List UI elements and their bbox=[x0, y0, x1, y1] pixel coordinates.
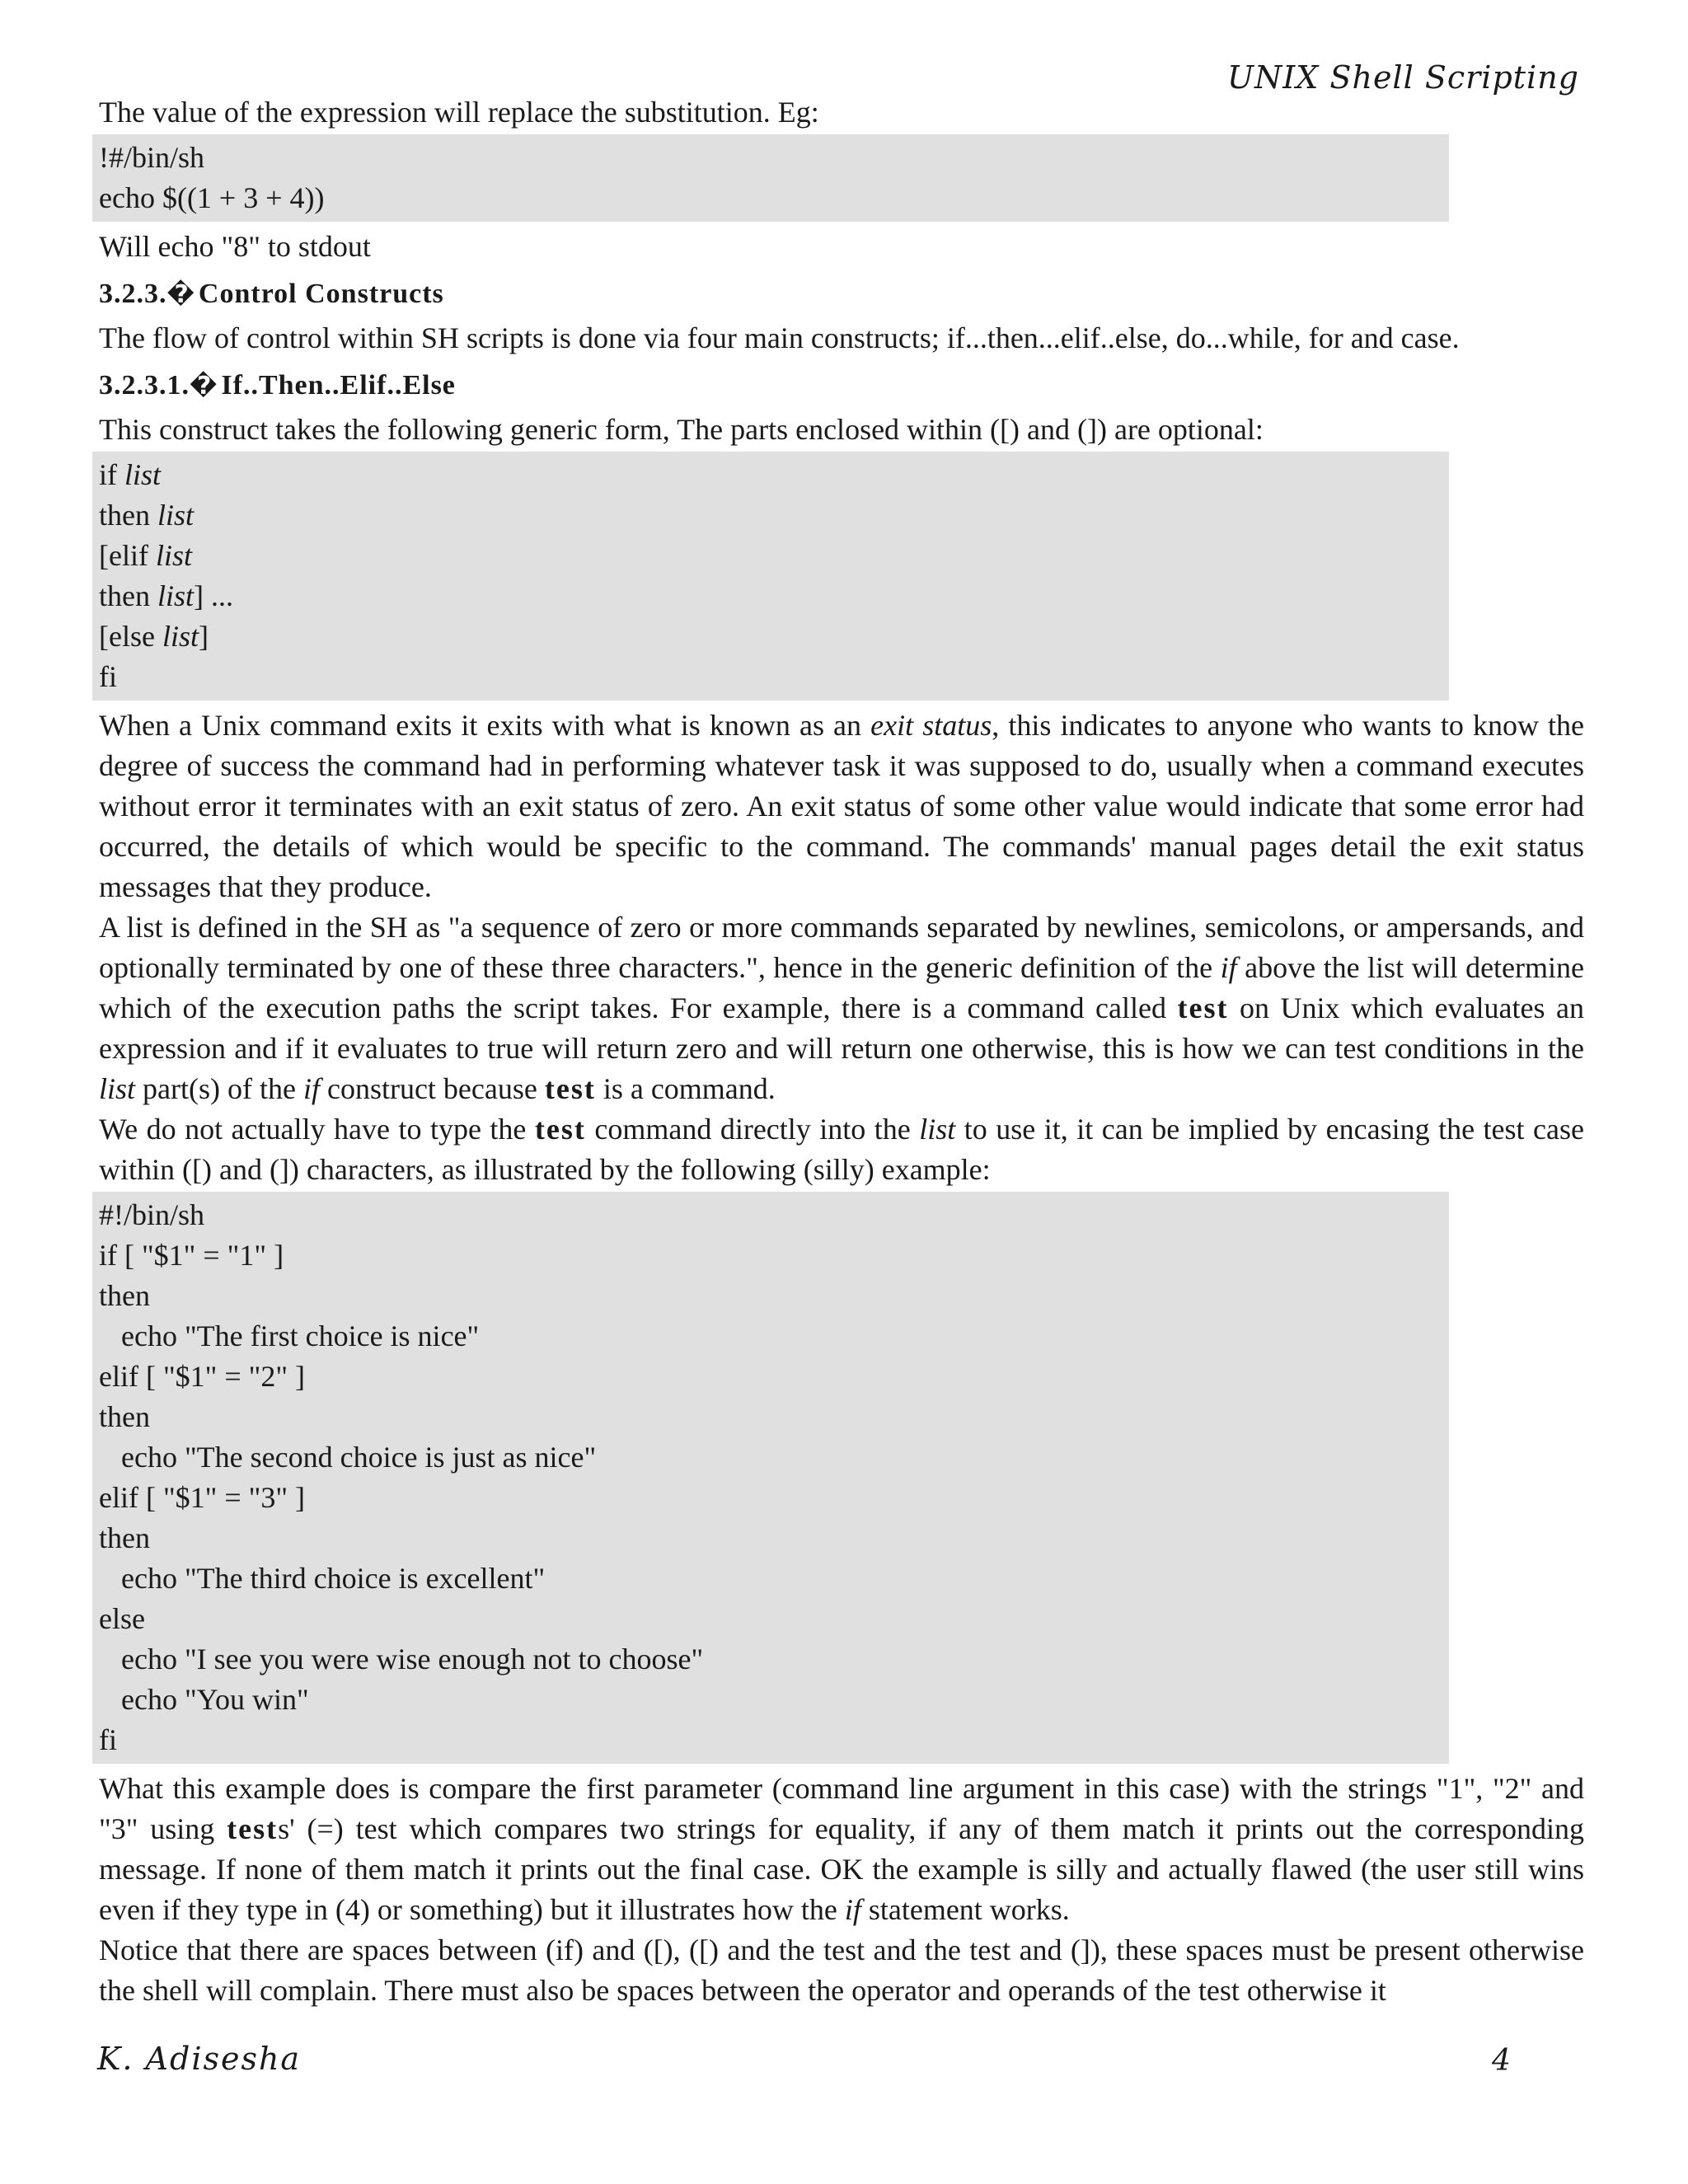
generic-line-elif: [elif list bbox=[99, 539, 192, 572]
running-header: UNIX Shell Scripting bbox=[1227, 59, 1579, 96]
section-heading bbox=[99, 279, 1584, 310]
section-number: 3.2.3. bbox=[99, 279, 167, 309]
paragraph-implied-test: We do not actually have to type the test command directly into the list to use it, it can be implied by encasing the test case within ([) and (]) characters, as illustrated by the following (silly) example: bbox=[99, 1113, 1584, 1186]
code-block-example-script: #!/bin/sh if [ "$1" = "1" ] then echo "The first choice is nice" elif [ "$1" = "2" ] then echo "The second choice is just as nice" elif [ "$1" = "3" ] then echo "The third choice is excellent" else echo "I see you were wise enough not to choose" echo "You win" fi bbox=[92, 1192, 1449, 1764]
code-block-generic-form bbox=[92, 452, 1449, 701]
subsection-number: 3.2.3.1. bbox=[99, 370, 190, 401]
box-glyph-icon: � bbox=[190, 372, 218, 401]
generic-line-then-optional: then list] ... bbox=[99, 579, 233, 612]
subsection-title: If..Then..Elif..Else bbox=[221, 370, 456, 401]
footer-author: K. Adisesha bbox=[97, 2041, 302, 2077]
subsection-heading bbox=[99, 370, 1584, 401]
generic-line-fi: fi bbox=[99, 660, 117, 693]
paragraph-example-explanation: What this example does is compare the first parameter (command line argument in this case) with the strings "1", "2" and "3" using tests' (=) test which compares two strings for equality, if any of them match it prints out the corresponding message. If none of them match it prints out the final case. OK the example is silly and actually flawed (the user still wins even if they type in (4) or something) but it illustrates how the if statement works. bbox=[99, 1772, 1584, 1926]
paragraph-exit-status: When a Unix command exits it exits with what is known as an exit status, this indicates to anyone who wants to know the degree of success the command had in performing whatever task it was supposed to do, usually when a command executes without error it terminates with an exit status of zero. An exit status of some other value would indicate that some error had occurred, the details of which would be specific to the command. The commands' manual pages detail the exit status messages that they produce. bbox=[99, 709, 1585, 903]
code-block-arithmetic: !#/bin/sh echo $((1 + 3 + 4)) bbox=[92, 134, 1449, 222]
generic-line-then: then list bbox=[99, 499, 194, 532]
section-description: The flow of control within SH scripts is done via four main constructs; if...then...elif..else, do...while, for and case. bbox=[99, 321, 1460, 354]
paragraph-list-definition: A list is defined in the SH as "a sequence of zero or more commands separated by newlines, semicolons, or ampersands, and optionally terminated by one of these three characters.", hence in the generic definition of the if above the list will determine which of the execution paths the script takes. For example, there is a command called test on Unix which evaluates an expression and if it evaluates to true will return zero and will return one otherwise, this is how we can test conditions in the list part(s) of the if construct because test is a command. bbox=[99, 911, 1585, 1105]
intro-line: The value of the expression will replace the substitution. Eg: bbox=[99, 96, 819, 129]
box-glyph-icon: � bbox=[166, 280, 195, 309]
page-number: 4 bbox=[1492, 2044, 1511, 2078]
generic-line-if: if list bbox=[99, 458, 162, 491]
section-title: Control Constructs bbox=[198, 279, 444, 309]
generic-line-else: [else list] bbox=[99, 620, 209, 653]
page-body bbox=[92, 92, 1584, 2011]
code-result-line: Will echo "8" to stdout bbox=[99, 230, 371, 263]
subsection-description: This construct takes the following generic form, The parts enclosed within ([) and (]) are optional: bbox=[99, 413, 1264, 446]
paragraph-spaces-note: Notice that there are spaces between (if) and ([), ([) and the test and the test and (]), these spaces must be present otherwise the shell will complain. There must also be spaces between the operator and operands of the test otherwise it bbox=[99, 1933, 1584, 2007]
